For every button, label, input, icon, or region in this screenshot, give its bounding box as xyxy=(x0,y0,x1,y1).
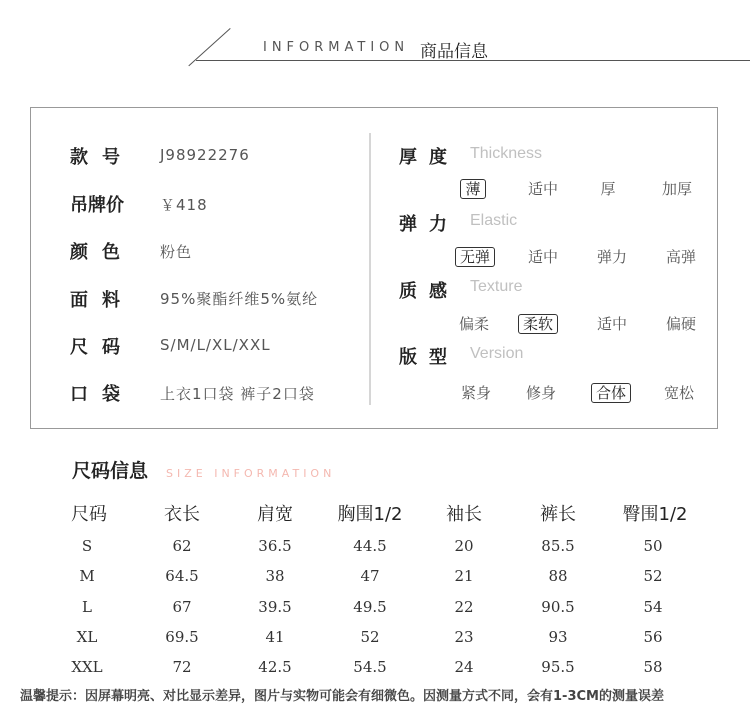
label-version: 版型 xyxy=(399,347,459,368)
version-option-loose: 宽松 xyxy=(663,384,694,402)
texture-option-soft: 柔软 xyxy=(498,313,578,334)
thickness-option-medium: 适中 xyxy=(527,180,558,198)
size-info-title: 尺码信息 xyxy=(72,460,149,482)
thickness-option-extra-thick: 加厚 xyxy=(661,180,692,198)
size-cell: 58 xyxy=(643,658,663,676)
elastic-option-elastic: 弹力 xyxy=(596,248,627,266)
label-fabric: 面料 xyxy=(70,290,134,311)
size-cell: M xyxy=(79,567,95,585)
label-size: 尺码 xyxy=(70,337,134,358)
version-option-slim: 修身 xyxy=(525,384,556,402)
size-cell: 42.5 xyxy=(258,658,292,676)
size-cell: 49.5 xyxy=(353,598,387,616)
size-cell: 95.5 xyxy=(541,658,575,676)
size-header-pants-length: 裤长 xyxy=(540,504,576,525)
info-divider xyxy=(369,133,371,405)
size-cell: L xyxy=(82,598,92,616)
texture-option-hard: 偏硬 xyxy=(665,315,696,333)
value-pocket: 上衣1口袋 裤子2口袋 xyxy=(160,385,315,403)
size-cell: 38 xyxy=(265,567,285,585)
size-header-hip: 臀围1/2 xyxy=(622,504,688,525)
elastic-option-none: 无弹 xyxy=(435,246,515,267)
texture-option-medium: 适中 xyxy=(596,315,627,333)
size-cell: 22 xyxy=(454,598,474,616)
header-cn-title: 商品信息 xyxy=(420,42,488,62)
size-cell: 20 xyxy=(454,537,474,555)
size-cell: 36.5 xyxy=(258,537,292,555)
thickness-option-thick: 厚 xyxy=(600,180,616,198)
label-thickness-en: Thickness xyxy=(470,145,543,162)
value-size: S/M/L/XL/XXL xyxy=(160,336,271,354)
size-cell: 54 xyxy=(643,598,663,616)
label-version-en: Version xyxy=(470,345,524,362)
size-cell: 52 xyxy=(360,628,380,646)
header-en-title: INFORMATION xyxy=(263,40,410,55)
size-info-en-title: SIZE INFORMATION xyxy=(166,467,336,480)
label-texture-en: Texture xyxy=(470,278,523,295)
size-cell: 39.5 xyxy=(258,598,292,616)
size-header-length: 衣长 xyxy=(164,504,200,525)
size-cell: 62 xyxy=(172,537,192,555)
value-style-no: J98922276 xyxy=(160,146,250,164)
texture-option-soft-ish: 偏柔 xyxy=(458,315,489,333)
size-header-size: 尺码 xyxy=(71,504,107,525)
size-header-sleeve: 袖长 xyxy=(446,504,482,525)
size-cell: 21 xyxy=(454,567,474,585)
size-cell: 23 xyxy=(454,628,474,646)
size-cell: 67 xyxy=(172,598,192,616)
size-cell: 52 xyxy=(643,567,663,585)
size-cell: XXL xyxy=(71,658,103,676)
label-color: 颜色 xyxy=(70,242,134,263)
label-thickness: 厚度 xyxy=(399,147,459,168)
label-texture: 质感 xyxy=(399,281,459,302)
elastic-option-high: 高弹 xyxy=(665,248,696,266)
size-cell: 24 xyxy=(454,658,474,676)
size-cell: 90.5 xyxy=(541,598,575,616)
size-cell: 56 xyxy=(643,628,663,646)
size-cell: 54.5 xyxy=(353,658,387,676)
thickness-option-thin: 薄 xyxy=(433,178,513,199)
value-tag-price: ￥418 xyxy=(160,196,208,214)
size-cell: 88 xyxy=(548,567,568,585)
size-header-shoulder: 肩宽 xyxy=(257,504,293,525)
size-cell: 72 xyxy=(172,658,192,676)
value-color: 粉色 xyxy=(160,243,193,261)
label-style-no: 款号 xyxy=(70,147,134,168)
size-cell: 85.5 xyxy=(541,537,575,555)
size-cell: 47 xyxy=(360,567,380,585)
size-cell: 69.5 xyxy=(165,628,199,646)
label-elastic-en: Elastic xyxy=(470,212,518,229)
value-fabric: 95%聚酯纤维5%氨纶 xyxy=(160,290,319,308)
size-cell: 50 xyxy=(643,537,663,555)
label-pocket: 口袋 xyxy=(70,384,134,405)
size-cell: 44.5 xyxy=(353,537,387,555)
label-elastic: 弹力 xyxy=(399,214,459,235)
size-cell: XL xyxy=(76,628,98,646)
size-header-chest: 胸围1/2 xyxy=(337,504,403,525)
label-tag-price: 吊牌价 xyxy=(70,195,124,216)
size-cell: 64.5 xyxy=(165,567,199,585)
size-cell: S xyxy=(81,537,93,555)
size-cell: 93 xyxy=(548,628,568,646)
size-cell: 41 xyxy=(265,628,285,646)
version-option-regular: 合体 xyxy=(571,382,651,403)
measurement-note: 温馨提示：因屏幕明亮、对比显示差异，图片与实物可能会有细微色。因测量方式不同，会有1-3CM的测量误差 xyxy=(20,689,664,704)
elastic-option-medium: 适中 xyxy=(527,248,558,266)
version-option-tight: 紧身 xyxy=(460,384,491,402)
